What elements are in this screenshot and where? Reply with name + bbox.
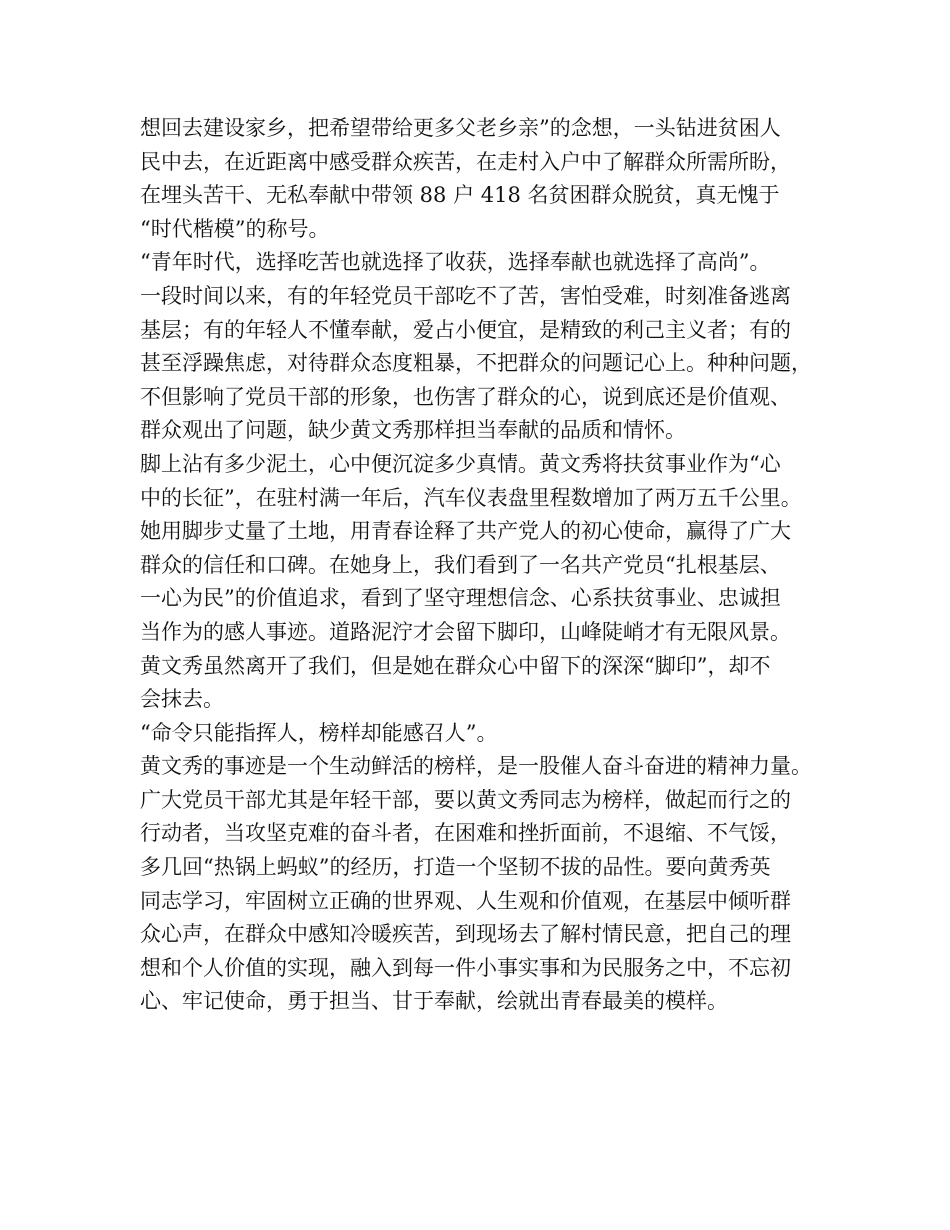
text-line: 民中去，在近距离中感受群众疾苦，在走村入户中了解群众所需所盼， — [140, 149, 791, 174]
text-line: 脚上沾有多少泥土，心中便沉淀多少真情。黄文秀将扶贫事业作为“心 — [140, 451, 781, 476]
text-line: 当作为的感人事迹。道路泥泞才会留下脚印，山峰陡峭才有无限风景。 — [140, 619, 791, 644]
text-line: 她用脚步丈量了土地，用青春诠释了共产党人的初心使命，赢得了广大 — [140, 519, 791, 544]
text-line: 一心为民”的价值追求，看到了坚守理想信念、心系扶贫事业、忠诚担 — [140, 586, 781, 611]
text-line: 中的长征”，在驻村满一年后，汽车仪表盘里程数增加了两万五千公里。 — [140, 485, 802, 510]
text-line: 想回去建设家乡，把希望带给更多父老乡亲”的念想，一头钻进贫困人 — [140, 116, 781, 140]
text-line: 多几回“热锅上蚂蚁”的经历，打造一个坚韧不拔的品性。要向黄秀英 — [140, 855, 771, 880]
text-line: 同志学习，牢固树立正确的世界观、人生观和价值观，在基层中倾听群 — [140, 888, 791, 913]
text-line: 一段时间以来，有的年轻党员干部吃不了苦，害怕受难，时刻准备逃离 — [140, 283, 791, 308]
text-line: 群众观出了问题，缺少黄文秀那样担当奉献的品质和情怀。 — [140, 418, 686, 443]
text-line: “青年时代，选择吃苦也就选择了收获，选择奉献也就选择了高尚”。 — [140, 250, 771, 275]
text-line: 会抹去。 — [140, 687, 224, 712]
text-line: 行动者，当攻坚克难的奋斗者，在困难和挫折面前，不退缩、不气馁， — [140, 821, 791, 846]
text-line: 众心声，在群众中感知冷暖疾苦，到现场去了解村情民意，把自己的理 — [140, 922, 791, 947]
text-line: 群众的信任和口碑。在她身上，我们看到了一名共产党员“扎根基层、 — [140, 552, 781, 577]
text-line: “命令只能指挥人，榜样却能感召人”。 — [140, 720, 498, 745]
text-line: 黄文秀虽然离开了我们，但是她在群众心中留下的深深“脚印”，却不 — [140, 653, 771, 678]
text-line: 想和个人价值的实现，融入到每一件小事实事和为民服务之中，不忘初 — [140, 955, 791, 980]
text-line: 基层；有的年轻人不懂奉献，爱占小便宜，是精致的利己主义者；有的 — [140, 317, 791, 342]
text-line: 不但影响了党员干部的形象，也伤害了群众的心，说到底还是价值观、 — [140, 384, 791, 409]
text-line: 广大党员干部尤其是年轻干部，要以黄文秀同志为榜样，做起而行之的 — [140, 787, 791, 812]
text-line: “时代楷模”的称号。 — [140, 216, 330, 241]
body-text — [140, 112, 840, 1019]
text-line: 黄文秀的事迹是一个生动鲜活的榜样，是一股催人奋斗奋进的精神力量。 — [140, 754, 812, 779]
text-line: 在埋头苦干、无私奉献中带领 88 户 418 名贫困群众脱贫，真无愧于 — [140, 183, 780, 208]
text-line: 甚至浮躁焦虑，对待群众态度粗暴，不把群众的问题记心上。种种问题， — [140, 351, 812, 376]
text-line: 心、牢记使命，勇于担当、甘于奉献，绘就出青春最美的模样。 — [140, 989, 728, 1014]
